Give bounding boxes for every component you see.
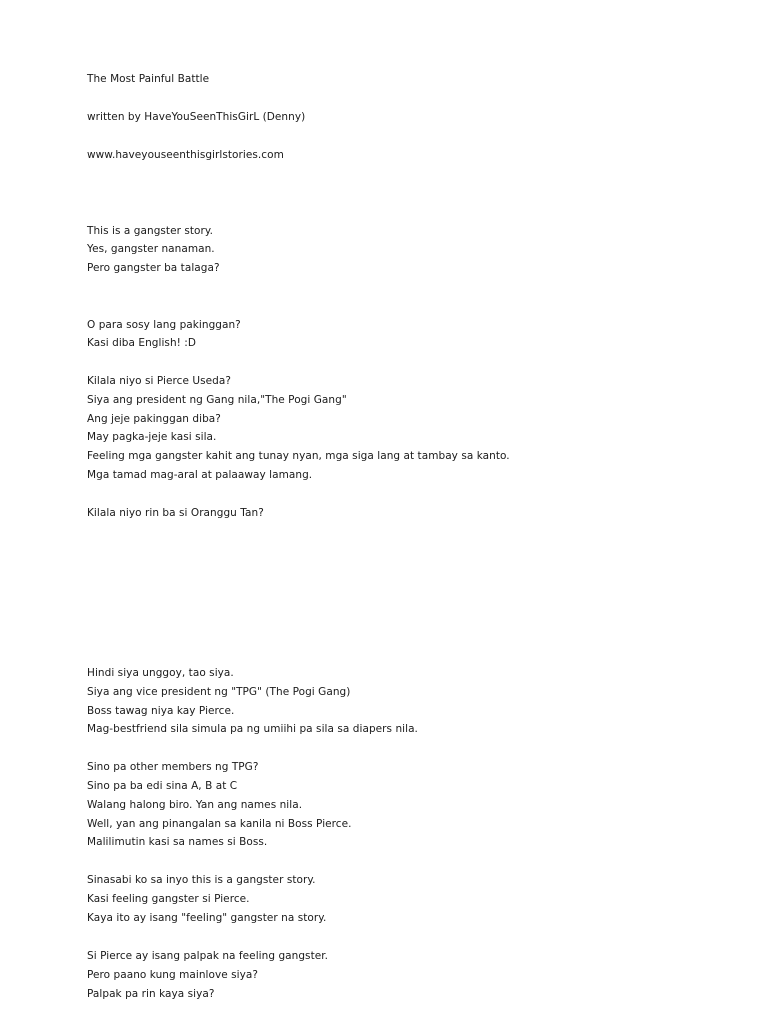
text-line: Pero paano kung mainlove siya? xyxy=(87,969,258,981)
text-line: This is a gangster story. xyxy=(87,225,214,237)
text-line: Siya ang president ng Gang nila,"The Pogi Gang" xyxy=(87,394,347,406)
document-title: The Most Painful Battle xyxy=(87,73,210,85)
text-line: Kilala niyo si Pierce Useda? xyxy=(87,375,231,387)
text-line: May pagka-jeje kasi sila. xyxy=(87,431,217,443)
text-line: Siya ang vice president ng "TPG" (The Pogi Gang) xyxy=(87,686,351,698)
author-byline: written by HaveYouSeenThisGirL (Denny) xyxy=(87,111,306,123)
text-line: Hindi siya unggoy, tao siya. xyxy=(87,667,234,679)
text-line: Si Pierce ay isang palpak na feeling gangster. xyxy=(87,950,329,962)
text-line: Well, yan ang pinangalan sa kanila ni Boss Pierce. xyxy=(87,818,352,830)
text-line: Sino pa ba edi sina A, B at C xyxy=(87,780,238,792)
text-line: Kaya ito ay isang "feeling" gangster na story. xyxy=(87,912,327,924)
text-line: Boss tawag niya kay Pierce. xyxy=(87,705,235,717)
text-line: Sinasabi ko sa inyo this is a gangster story. xyxy=(87,874,316,886)
text-line: Kasi feeling gangster si Pierce. xyxy=(87,893,250,905)
text-line: Walang halong biro. Yan ang names nila. xyxy=(87,799,303,811)
text-line: Yes, gangster nanaman. xyxy=(87,243,215,255)
text-line: Mga tamad mag-aral at palaaway lamang. xyxy=(87,469,313,481)
text-line: Malilimutin kasi sa names si Boss. xyxy=(87,836,268,848)
text-line: Kasi diba English! :D xyxy=(87,337,197,349)
text-line: Mag-bestfriend sila simula pa ng umiihi pa sila sa diapers nila. xyxy=(87,723,418,735)
text-line: Palpak pa rin kaya siya? xyxy=(87,988,215,1000)
website-url: www.haveyouseenthisgirlstories.com xyxy=(87,149,284,161)
text-line: Pero gangster ba talaga? xyxy=(87,262,220,274)
text-line: Kilala niyo rin ba si Oranggu Tan? xyxy=(87,507,264,519)
text-line: Ang jeje pakinggan diba? xyxy=(87,413,221,425)
text-line: Sino pa other members ng TPG? xyxy=(87,761,259,773)
text-line: Feeling mga gangster kahit ang tunay nyan, mga siga lang at tambay sa kanto. xyxy=(87,450,510,462)
text-line: O para sosy lang pakinggan? xyxy=(87,319,241,331)
